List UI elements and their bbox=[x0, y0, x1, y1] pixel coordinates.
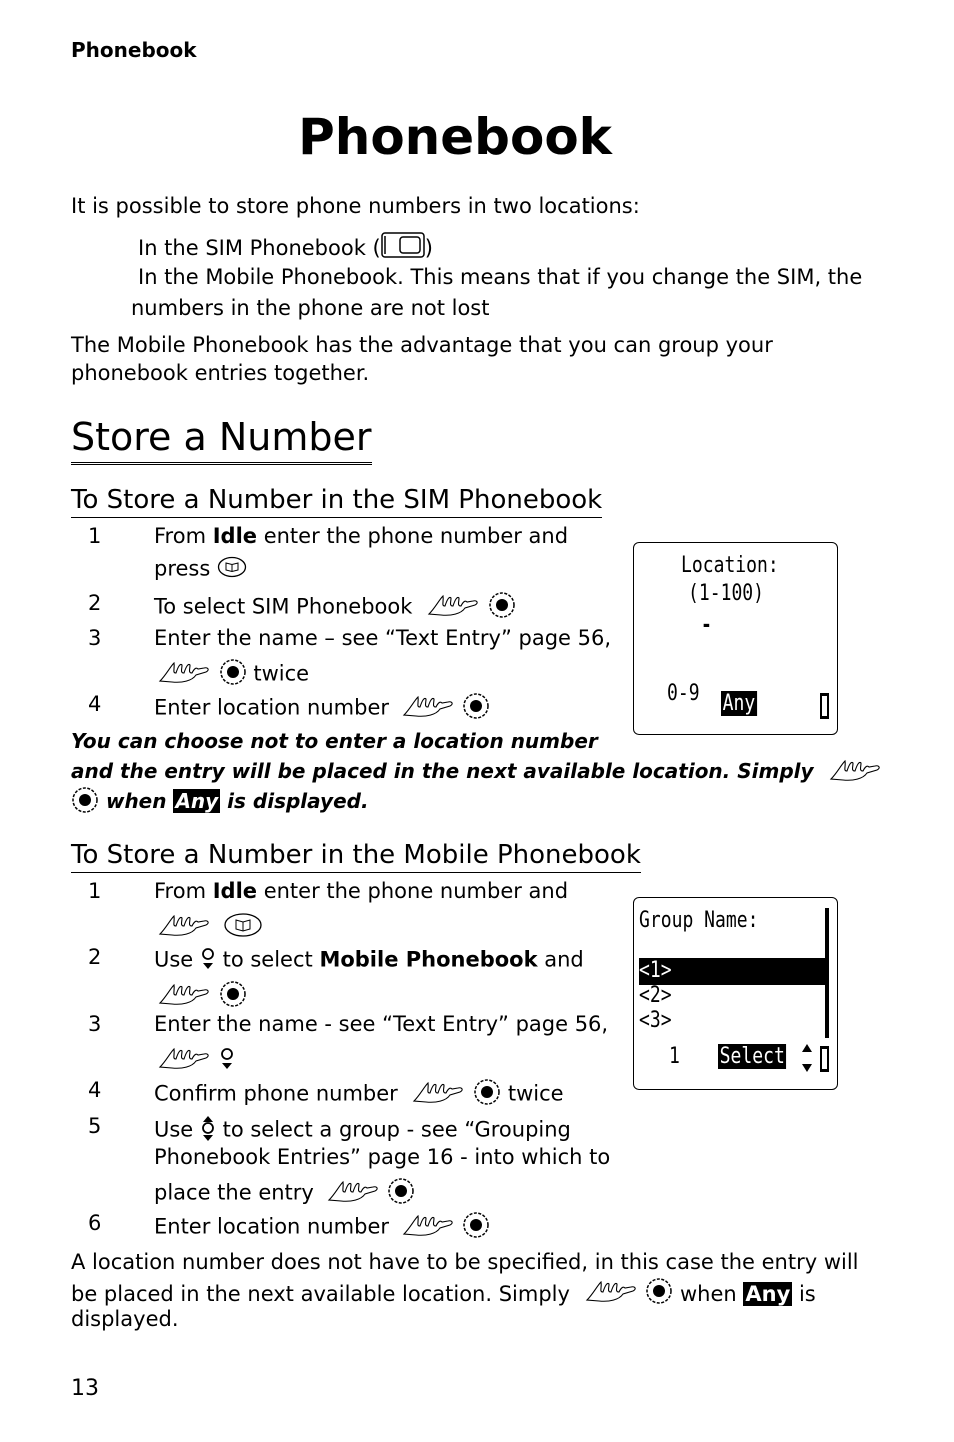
lcd-group-title: Group Name: bbox=[639, 908, 759, 933]
mobile-step-1-bold: Idle bbox=[212, 879, 258, 903]
lcd-battery-icon bbox=[820, 693, 829, 719]
page-number: 13 bbox=[71, 1376, 99, 1401]
press-hand-icon bbox=[585, 1278, 639, 1312]
sim-step-1 bbox=[154, 524, 568, 548]
select-key-icon bbox=[219, 980, 247, 1013]
sim-step-3-line2 bbox=[158, 658, 309, 691]
sim-step-1-post: enter the phone number and bbox=[257, 524, 569, 548]
mobile-footer-is: is bbox=[792, 1282, 816, 1306]
lcd-screen-location bbox=[633, 542, 838, 735]
select-key-icon bbox=[488, 591, 516, 624]
press-hand-icon bbox=[402, 1212, 456, 1243]
mobile-step-5-line3 bbox=[154, 1177, 415, 1210]
mobile-step-2-mid: to select bbox=[215, 947, 320, 972]
intro-bullet-sim-text: In the SIM Phonebook ( bbox=[138, 236, 381, 260]
select-key-icon bbox=[71, 786, 99, 819]
sim-step-3: Enter the name – see “Text Entry” page 56, bbox=[154, 626, 612, 650]
sim-note-line2 bbox=[71, 757, 883, 788]
scroll-down-key-icon bbox=[219, 1045, 235, 1076]
mobile-step-1-pre: From bbox=[154, 879, 213, 903]
press-hand-icon bbox=[158, 1045, 212, 1076]
select-key-icon bbox=[462, 1211, 490, 1244]
select-key-icon bbox=[387, 1177, 415, 1210]
mobile-step-number: 6 bbox=[88, 1211, 102, 1235]
sim-note-line3 bbox=[71, 786, 369, 819]
scroll-up-down-key-icon bbox=[200, 1114, 216, 1147]
running-head: Phonebook bbox=[71, 38, 197, 62]
mobile-step-2-pre: Use bbox=[154, 947, 200, 972]
intro-advantage-line2: phonebook entries together. bbox=[71, 361, 370, 385]
lcd-location-label: Location: bbox=[681, 553, 779, 578]
sim-step-number: 1 bbox=[88, 524, 102, 548]
mobile-step-5-line2: Phonebook Entries” page 16 - into which to bbox=[154, 1145, 611, 1169]
scroll-down-key-icon bbox=[200, 945, 216, 976]
lcd-group-item-2: <2> bbox=[639, 983, 672, 1008]
mobile-step-3-icons bbox=[158, 1045, 235, 1076]
sim-step-number: 2 bbox=[88, 591, 102, 615]
mobile-step-4-text: Confirm phone number bbox=[154, 1081, 398, 1106]
mobile-step-6 bbox=[154, 1211, 490, 1244]
any-softkey-label: Any bbox=[745, 1282, 791, 1306]
mobile-step-number: 2 bbox=[88, 945, 102, 969]
mobile-step-5-pre: Use bbox=[154, 1117, 200, 1142]
mobile-step-6-text: Enter location number bbox=[154, 1214, 389, 1239]
mobile-step-number: 1 bbox=[88, 879, 102, 903]
intro-bullet-sim bbox=[138, 232, 433, 266]
sim-step-1-line2 bbox=[154, 556, 247, 583]
sim-step-number: 3 bbox=[88, 626, 102, 650]
any-softkey-label: Any bbox=[175, 789, 219, 813]
select-key-icon bbox=[645, 1277, 673, 1313]
select-key-icon bbox=[473, 1078, 501, 1111]
lcd-scroll-arrows-icon bbox=[801, 1042, 813, 1074]
mobile-step-1-post: enter the phone number and bbox=[257, 879, 569, 903]
lcd-group-count: 1 bbox=[669, 1044, 680, 1069]
sim-note-displayed: is displayed. bbox=[220, 789, 369, 813]
lcd-softkey-any: Any bbox=[722, 691, 756, 716]
mobile-step-number: 3 bbox=[88, 1012, 102, 1036]
mobile-step-number: 5 bbox=[88, 1114, 102, 1138]
mobile-step-4 bbox=[154, 1078, 564, 1111]
sim-note-line1: You can choose not to enter a location number bbox=[71, 729, 598, 753]
press-hand-icon bbox=[412, 1079, 466, 1110]
sim-step-1-bold: Idle bbox=[212, 524, 258, 548]
mobile-step-2 bbox=[154, 945, 584, 976]
sim-note-when: when bbox=[105, 789, 174, 813]
intro-bullet-mobile-line1: In the Mobile Phonebook. This means that if you change the SIM, the bbox=[138, 265, 863, 289]
intro-bullet-mobile-line2: numbers in the phone are not lost bbox=[131, 296, 490, 320]
mobile-step-1-icons bbox=[158, 912, 263, 943]
lcd-input-mode: 0-9 bbox=[667, 681, 700, 706]
mobile-footer-line2 bbox=[71, 1277, 816, 1313]
mobile-step-5-post: to select a group - see “Grouping bbox=[215, 1117, 571, 1142]
lcd-group-item-3: <3> bbox=[639, 1008, 672, 1033]
lcd-screen-group bbox=[633, 897, 838, 1090]
lcd-softkey-select: Select bbox=[719, 1044, 785, 1069]
mobile-footer-line3: displayed. bbox=[71, 1307, 179, 1331]
press-hand-icon bbox=[158, 659, 212, 690]
intro-bullet-sim-close: ) bbox=[424, 236, 433, 260]
press-hand-icon bbox=[829, 757, 883, 788]
mobile-step-2-bold: Mobile Phonebook bbox=[319, 947, 538, 972]
mobile-footer-when: when bbox=[680, 1282, 744, 1306]
sim-step-2 bbox=[154, 591, 516, 624]
lcd-group-item-1: <1> bbox=[639, 958, 672, 983]
lcd-scrollbar bbox=[825, 908, 829, 1038]
sim-note-line2-text: and the entry will be placed in the next available location. Simply bbox=[71, 759, 814, 783]
sim-step-3-twice: twice bbox=[253, 661, 310, 686]
sim-step-1-line2-text: press bbox=[154, 556, 217, 581]
phonebook-key-icon bbox=[217, 556, 247, 583]
intro-lead: It is possible to store phone numbers in two locations: bbox=[71, 194, 640, 218]
sim-step-4 bbox=[154, 692, 490, 725]
press-hand-icon bbox=[158, 912, 212, 943]
lcd-battery-icon bbox=[820, 1046, 829, 1072]
intro-advantage-line1: The Mobile Phonebook has the advantage that you can group your bbox=[71, 333, 773, 357]
mobile-step-2-post: and bbox=[537, 947, 584, 972]
mobile-step-4-twice: twice bbox=[507, 1081, 564, 1106]
mobile-step-number: 4 bbox=[88, 1078, 102, 1102]
sim-step-2-text: To select SIM Phonebook bbox=[154, 594, 413, 619]
page-title: Phonebook bbox=[298, 108, 612, 166]
phonebook-key-icon bbox=[223, 912, 263, 943]
press-hand-icon bbox=[402, 693, 456, 724]
sim-step-1-pre: From bbox=[154, 524, 213, 548]
lcd-cursor: - bbox=[701, 613, 712, 638]
mobile-step-5 bbox=[154, 1114, 571, 1147]
subheading-sim: To Store a Number in the SIM Phonebook bbox=[71, 483, 602, 518]
subheading-mobile: To Store a Number in the Mobile Phonebook bbox=[71, 838, 641, 873]
mobile-step-1 bbox=[154, 879, 568, 903]
sim-card-icon bbox=[381, 232, 425, 266]
press-hand-icon bbox=[158, 981, 212, 1012]
sim-step-number: 4 bbox=[88, 692, 102, 716]
select-key-icon bbox=[462, 692, 490, 725]
mobile-footer-line1: A location number does not have to be specified, in this case the entry will bbox=[71, 1250, 859, 1274]
select-key-icon bbox=[219, 658, 247, 691]
mobile-step-2-icons bbox=[158, 980, 247, 1013]
section-heading-store: Store a Number bbox=[71, 414, 372, 465]
mobile-step-5-line3-text: place the entry bbox=[154, 1180, 314, 1205]
mobile-step-3: Enter the name - see “Text Entry” page 56, bbox=[154, 1012, 609, 1036]
press-hand-icon bbox=[427, 592, 481, 623]
sim-step-4-text: Enter location number bbox=[154, 695, 389, 720]
lcd-location-range: (1-100) bbox=[688, 581, 765, 606]
mobile-footer-simply: be placed in the next available location. Simply bbox=[71, 1282, 570, 1306]
press-hand-icon bbox=[327, 1178, 381, 1209]
